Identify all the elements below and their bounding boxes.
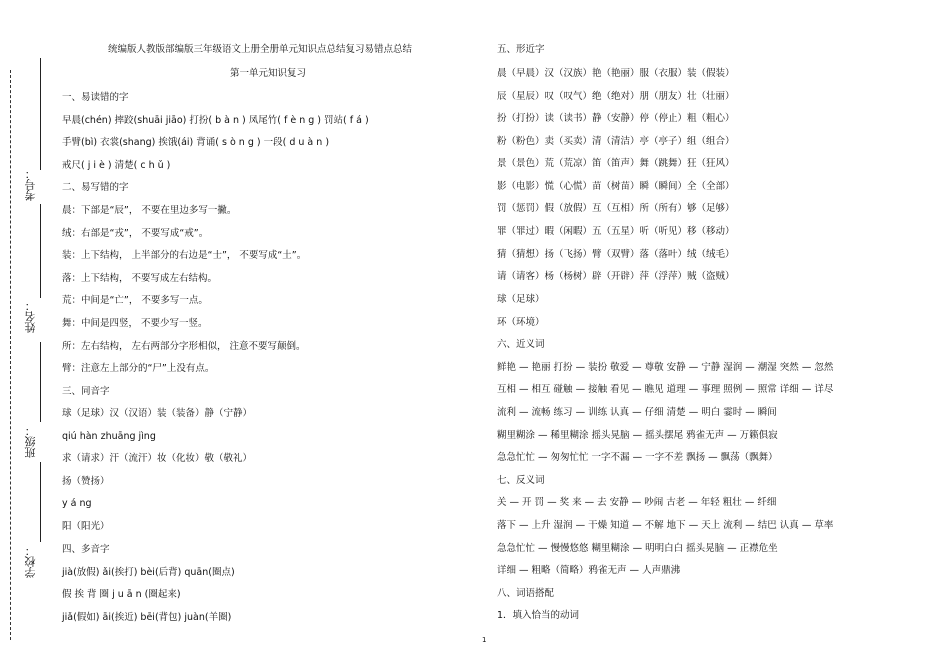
text-line: 1．填入恰当的动词	[497, 610, 580, 621]
text-line: 急急忙忙 — 慢慢悠悠 糊里糊涂 — 明明白白 摇头晃脑 — 正襟危坐	[497, 543, 778, 554]
school-field	[40, 462, 41, 542]
document-title: 统编版人教版部编版三年级语文上册全册单元知识点总结复习易错点总结	[108, 44, 413, 55]
section-heading: 八、词语搭配	[497, 588, 555, 599]
section-heading: 一、易读错的字	[62, 92, 129, 103]
text-line: 罪（罪过）暇（闲暇）五（五星）听（听见）移（移动）	[497, 226, 735, 237]
pinyin-line: y á ng	[62, 498, 92, 509]
text-line: 舞：中间是四竖， 不要少写一竖。	[62, 318, 208, 329]
text-line: 阳（阳光）	[62, 521, 110, 532]
text-line: 影（电影）慌（心慌）苗（树苗）瞬（瞬间）全（全部）	[497, 181, 735, 192]
text-line: 详细 — 粗略（简略）鸦雀无声 — 人声鼎沸	[497, 565, 681, 576]
text-line: 求（请求）汗（流汗）妆（化妆）敬（敬礼）	[62, 453, 253, 464]
text-line: 晨：下部是“辰”， 不要在里边多写一撇。	[62, 205, 237, 216]
text-line: 戒尺( j i è ) 清楚( c h ǔ )	[62, 160, 171, 171]
text-line: 装：上下结构， 上半部分的右边是“士”， 不要写成“土”。	[62, 250, 307, 261]
text-line: 罚（惩罚）假（放假）互（互相）所（所有）够（足够）	[497, 203, 735, 214]
page-number: 1	[482, 636, 487, 644]
text-line: 落下 — 上升 湿润 — 干燥 知道 — 不解 地下 — 天上 流利 — 结巴 认真 — 草率	[497, 520, 834, 531]
text-line: 流利 — 流畅 练习 — 训练 认真 — 仔细 清楚 — 明白 霎时 — 瞬间	[497, 407, 777, 418]
name-label: 姓名：	[24, 300, 37, 333]
text-line: 景（景色）荒（荒凉）笛（笛声）舞（跳舞）狂（狂风）	[497, 158, 735, 169]
section-heading: 六、近义词	[497, 339, 545, 350]
text-line: jiǎ(假如) āi(挨近) bēi(背包) juàn(羊圈)	[62, 612, 232, 623]
text-line: 猜（猜想）扬（飞扬）臂（双臂）落（落叶）绒（绒毛）	[497, 249, 735, 260]
text-line: 所：左右结构， 左右两部分字形相似， 注意不要写颠倒。	[62, 341, 306, 352]
class-field	[40, 342, 41, 422]
text-line: 急急忙忙 — 匆匆忙忙 一字不漏 — 一字不差 飘扬 — 飘荡（飘舞）	[497, 452, 778, 463]
exam-number-label: 考号：	[24, 168, 37, 201]
text-line: 球（足球）汉（汉语）装（装备）静（宁静）	[62, 408, 253, 419]
text-line: jià(放假) ǎi(挨打) bèi(后背) quān(圈点)	[62, 567, 235, 578]
text-line: 落：上下结构， 不要写成左右结构。	[62, 273, 218, 284]
section-heading: 二、易写错的字	[62, 182, 129, 193]
text-line: 荒：中间是“亡”， 不要多写一点。	[62, 295, 208, 306]
exam-number-field	[40, 58, 41, 170]
text-line: 绒：右部是“戎”， 不要写成“戒”。	[62, 228, 209, 239]
binding-margin	[0, 0, 62, 671]
section-heading: 七、反义词	[497, 475, 545, 486]
name-field	[40, 204, 41, 298]
text-line: 假 挨 背 圈 j u ā n (圈起来)	[62, 589, 181, 600]
class-label: 班级：	[24, 425, 37, 458]
text-line: 扬（赞扬）	[62, 476, 110, 487]
section-heading: 四、多音字	[62, 544, 110, 555]
text-line: 手臂(bì) 衣裳(shang) 挨饿(ái) 背诵( s ò n g ) 一段( d u à n )	[62, 137, 330, 148]
text-line: 环（环境）	[497, 317, 545, 328]
text-line: 扮（打扮）读（读书）静（安静）停（停止）粗（粗心）	[497, 113, 735, 124]
text-line: 糊里糊涂 — 稀里糊涂 摇头晃脑 — 摇头摆尾 鸦雀无声 — 万籁俱寂	[497, 430, 778, 441]
section-heading: 五、形近字	[497, 44, 545, 55]
text-line: 粉（粉色）卖（买卖）清（清洁）亭（亭子）组（组合）	[497, 136, 735, 147]
text-line: 辰（星辰）叹（叹气）绝（绝对）朋（朋友）壮（壮丽）	[497, 91, 735, 102]
unit-title: 第一单元知识复习	[230, 68, 307, 79]
cut-line	[10, 70, 11, 640]
text-line: 臂：注意左上部分的“尸”上没有点。	[62, 363, 215, 374]
text-line: 晨（早晨）汉（汉族）艳（艳丽）服（衣服）装（假装）	[497, 68, 735, 79]
text-line: 早晨(chén) 摔跤(shuāi jiāo) 打扮( b à n ) 凤尾竹( f è n g ) 罚站( f á )	[62, 115, 369, 126]
school-label: 学校：	[24, 545, 37, 578]
section-heading: 三、同音字	[62, 386, 110, 397]
text-line: 球（足球）	[497, 294, 545, 305]
pinyin-line: qiú hàn zhuāng jìng	[62, 431, 156, 442]
text-line: 关 — 开 罚 — 奖 来 — 去 安静 — 吵闹 古老 — 年轻 粗壮 — 纤细	[497, 497, 777, 508]
text-line: 鲜艳 — 艳丽 打扮 — 装扮 敬爱 — 尊敬 安静 — 宁静 湿润 — 潮湿 突然 — 忽然	[497, 362, 834, 373]
text-line: 请（请客）杨（杨树）辟（开辟）萍（浮萍）贼（盗贼）	[497, 271, 735, 282]
text-line: 互相 — 相互 碰触 — 接触 看见 — 瞧见 道理 — 事理 照例 — 照常 详细 — 详尽	[497, 384, 834, 395]
